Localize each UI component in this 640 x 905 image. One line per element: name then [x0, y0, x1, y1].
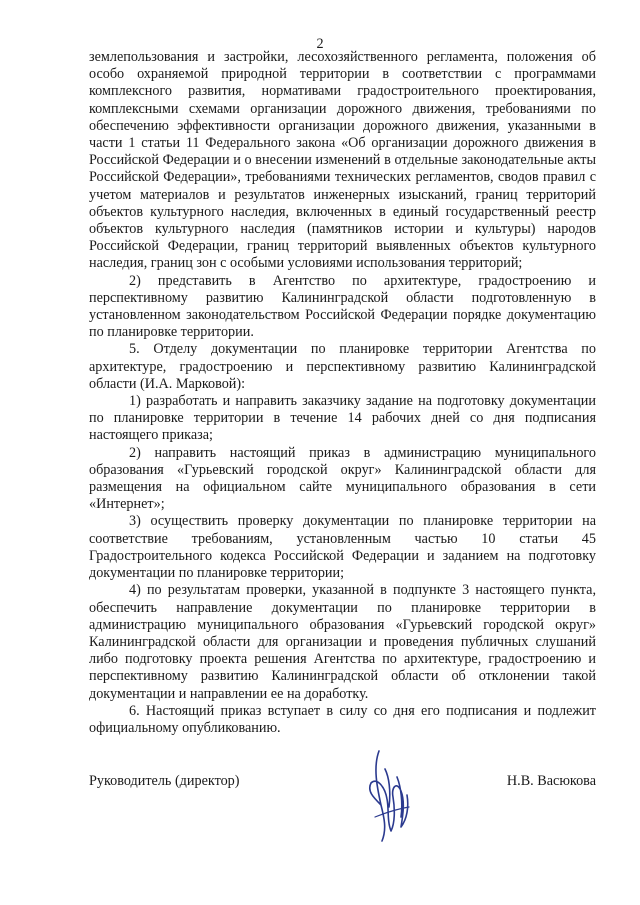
paragraph-item-5: 5. Отделу документации по планировке территории Агентства по архитектуре, градостроению и перспективному развитию Калининградской области (И.А. Марковой):	[89, 341, 596, 392]
signer-name: Н.В. Васюкова	[506, 773, 596, 789]
paragraph-item-5-2: 2) направить настоящий приказ в администрацию муниципального образования «Гурьевский городской округ» Калининградской области для размещения на официальном сайте муниципального образования в сети «Интернет»;	[89, 444, 596, 513]
paragraph-item-4-2: 2) представить в Агентство по архитектуре, градостроению и перспективному развитию Калининградской области подготовленную в установленном законодательством Российской Федерации порядке документацию по планировке территории.	[89, 272, 596, 341]
document-body	[89, 49, 596, 737]
paragraph-item-6: 6. Настоящий приказ вступает в силу со дня его подписания и подлежит официальному опубликованию.	[89, 702, 596, 736]
signature-block	[89, 773, 596, 853]
paragraph-continuation: землепользования и застройки, лесохозяйственного регламента, положения об особо охраняемой природной территории в соответствии с программами комплексного развития, нормативами градостроительного проектирования, комплексными схемами организации дорожного движения, требованиями по обеспечению эффективности организации дорожного движения, указанными в части 1 статьи 11 Федерального закона «Об организации дорожного движения в Российской Федерации и о внесении изменений в отдельные законодательные акты Российской Федерации», требованиями технических регламентов, сводов правил с учетом материалов и результатов инженерных изысканий, границ территорий объектов культурного наследия, включенных в единый государственный реестр объектов культурного наследия (памятников истории и культуры) народов Российской Федерации, границ территорий выявленных объектов культурного наследия, границ зон с особыми условиями использования территорий;	[89, 49, 596, 272]
paragraph-item-5-4: 4) по результатам проверки, указанной в подпункте 3 настоящего пункта, обеспечить направление документации по планировке территории в администрацию муниципального образования «Гурьевский городской округ» Калининградской области для организации и проведения публичных слушаний либо подготовку проекта решения Агентства по архитектуре, градостроению и перспективному развитию Калининградской области об отклонении такой документации и направлении ее на доработку.	[89, 582, 596, 702]
signer-title: Руководитель (директор)	[89, 773, 240, 789]
handwritten-signature	[351, 747, 431, 847]
page-number: 2	[316, 36, 324, 52]
paragraph-item-5-1: 1) разработать и направить заказчику задание на подготовку документации по планировке территории в течение 14 рабочих дней со дня подписания настоящего приказа;	[89, 393, 596, 444]
paragraph-item-5-3: 3) осуществить проверку документации по планировке территории на соответствие требованиям, установленным частью 10 статьи 45 Градостроительного кодекса Российской Федерации и заданием на подготовку документации по планировке территории;	[89, 513, 596, 582]
